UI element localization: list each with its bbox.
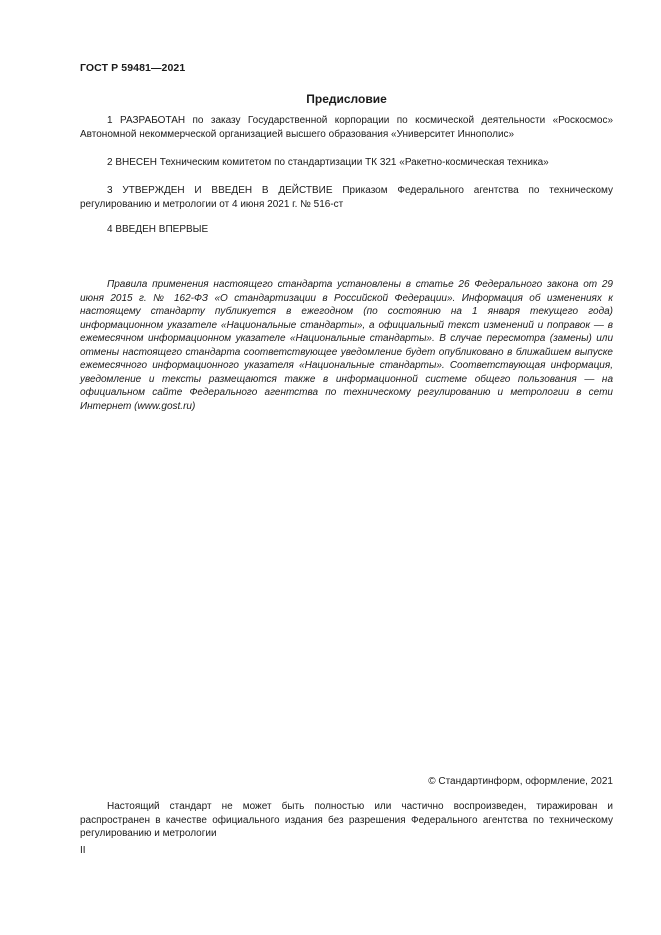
copyright-line: © Стандартинформ, оформление, 2021	[428, 776, 613, 787]
document-code: ГОСТ Р 59481—2021	[80, 62, 186, 74]
application-rules-note: Правила применения настоящего стандарта установлены в статье 26 Федерального закона от 29 июня 2015 г. № 162-ФЗ «О стандартизации в Российской Федерации». Информация об изменениях к настоящему стандарту публикуется в ежегодном (по состоянию на 1 января текущего года) информационном указателе «Национальные стандарты», а официальный текст изменений и поправок — в ежемесячном информационном указателе «Национальные стандарты». В случае пересмотра (замены) или отмены настоящего стандарта соответствующее уведомление будет опубликовано в ближайшем выпуске ежемесячного информационного указателя «Национальные стандарты». Соответствующая информация, уведомление и тексты размещаются также в информационной системе общего пользования — на официальном сайте Федерального агентства по техническому регулированию и метрологии в сети Интернет (www.gost.ru)	[80, 279, 613, 412]
foreword-item-approved: 3 УТВЕРЖДЕН И ВВЕДЕН В ДЕЙСТВИЕ Приказом Федерального агентства по техническому регулированию и метрологии от 4 июня 2021 г. № 516-ст	[80, 185, 613, 210]
foreword-item-introduced: 2 ВНЕСЕН Техническим комитетом по стандартизации ТК 321 «Ракетно-космическая техника»	[107, 157, 549, 168]
reproduction-notice: Настоящий стандарт не может быть полностью или частично воспроизведен, тиражирован и распространен в качестве официального издания без разрешения Федерального агентства по техническому регулированию и метрологии	[80, 801, 613, 839]
foreword-item-developed: 1 РАЗРАБОТАН по заказу Государственной корпорации по космической деятельности «Роскосмос» Автономной некоммерческой организацией высшего образования «Университет Иннополис»	[80, 115, 613, 140]
page-number: II	[80, 845, 86, 856]
foreword-item-first-introduced: 4 ВВЕДЕН ВПЕРВЫЕ	[107, 224, 209, 235]
foreword-title: Предисловие	[306, 92, 387, 106]
